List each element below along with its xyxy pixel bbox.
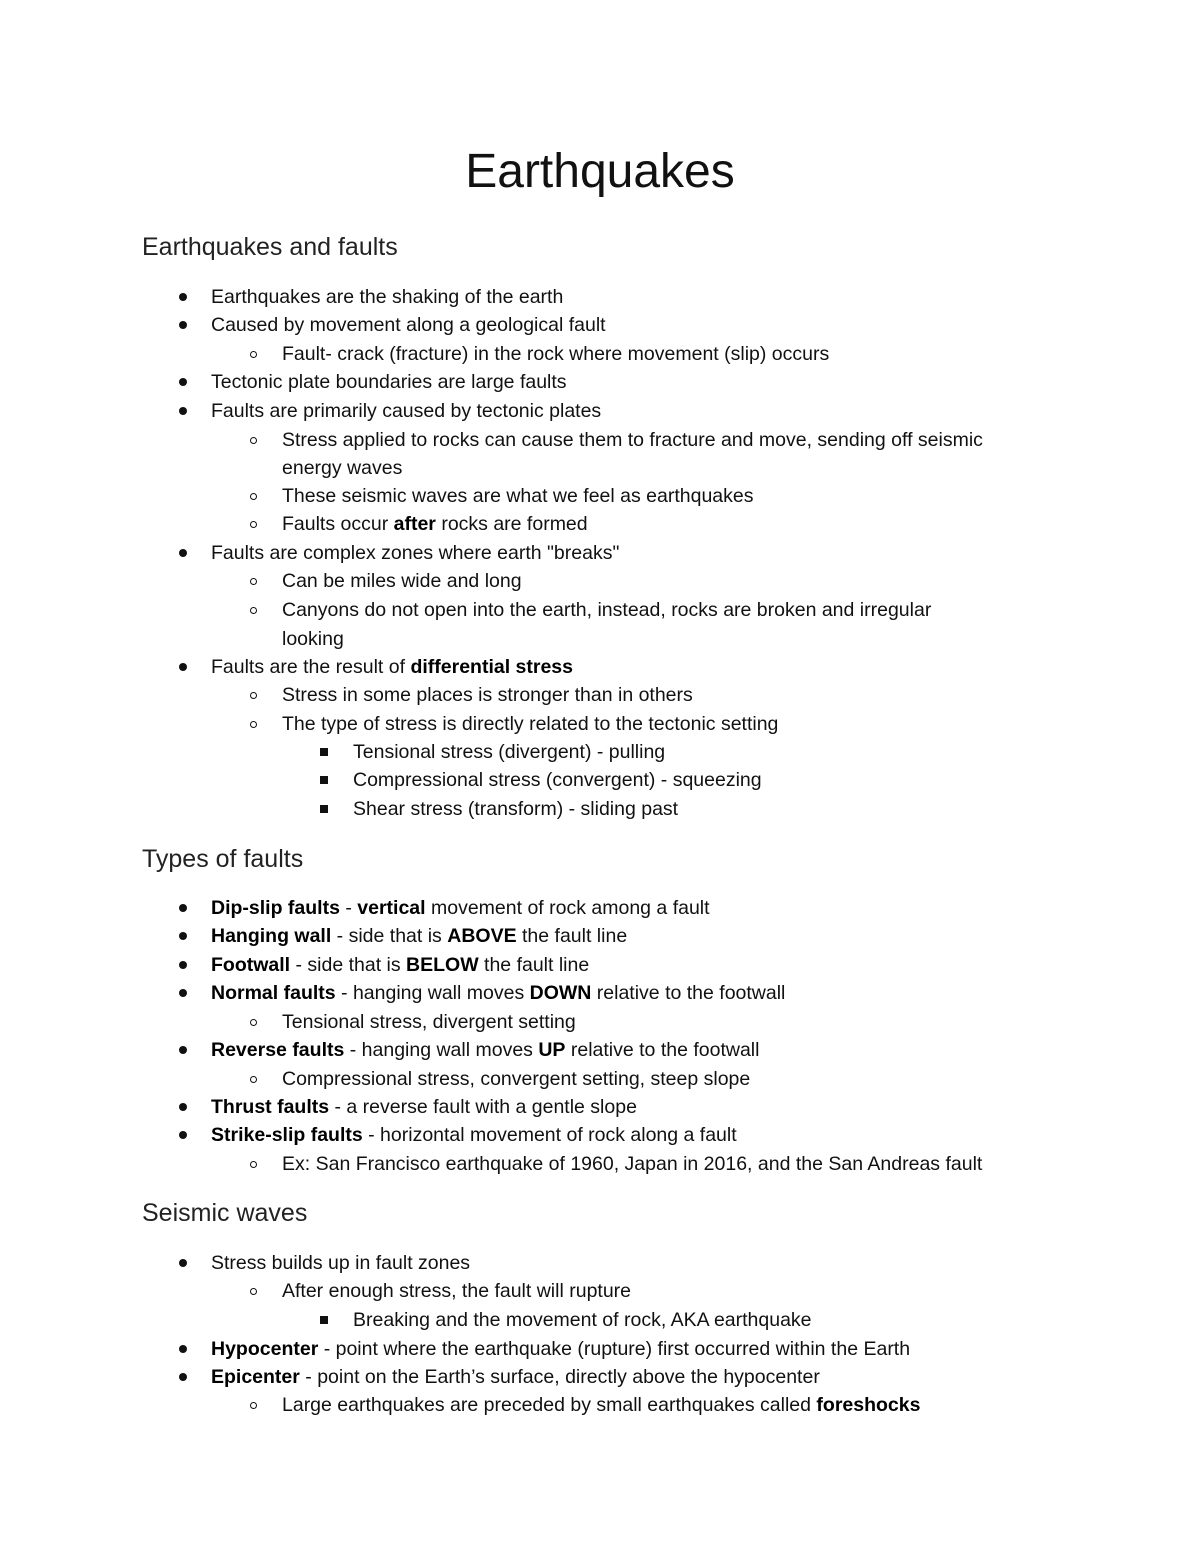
list-item-text: Can be miles wide and long — [282, 570, 522, 592]
list-item — [282, 625, 344, 653]
list-item-text: Compressional stress (convergent) - squeezing — [353, 769, 762, 791]
list-item — [211, 653, 573, 681]
bullet-circle-icon — [250, 692, 257, 699]
bullet-disc-icon — [179, 407, 187, 415]
list-item — [282, 710, 778, 738]
list-item — [282, 482, 753, 510]
list-item-bold-term: Strike-slip faults — [211, 1124, 363, 1146]
list-item — [282, 1391, 920, 1419]
list-item-text: - point where the earthquake (rupture) first occurred within the Earth — [318, 1338, 911, 1360]
list-item — [211, 539, 619, 567]
list-item-text: Ex: San Francisco earthquake of 1960, Japan in 2016, and the San Andreas fault — [282, 1153, 983, 1175]
list-item — [282, 596, 931, 624]
list-item — [282, 340, 829, 368]
list-item — [353, 766, 762, 794]
bullet-disc-icon — [179, 1373, 187, 1381]
list-item-text: Tectonic plate boundaries are large faults — [211, 371, 567, 393]
list-item-bold-term: DOWN — [529, 982, 592, 1004]
bullet-circle-icon — [250, 721, 257, 728]
list-item — [211, 311, 606, 339]
list-item-bold-term: Dip-slip faults — [211, 897, 340, 919]
page-title: Earthquakes — [465, 145, 735, 198]
bullet-circle-icon — [250, 521, 257, 528]
list-item — [211, 922, 627, 950]
list-item — [353, 1306, 812, 1334]
bullet-disc-icon — [179, 1131, 187, 1139]
list-item-text: Tensional stress, divergent setting — [282, 1011, 576, 1033]
list-item — [211, 1093, 637, 1121]
bullet-disc-icon — [179, 663, 187, 671]
list-item-bold-term: Hypocenter — [211, 1338, 319, 1360]
list-item-bold-term: BELOW — [406, 954, 479, 976]
list-item — [211, 1036, 759, 1064]
list-item-text: - hanging wall moves — [335, 982, 530, 1004]
list-item-text: Stress in some places is stronger than in others — [282, 684, 693, 706]
list-item-bold-term: Thrust faults — [211, 1096, 330, 1118]
bullet-circle-icon — [250, 578, 257, 585]
bullet-circle-icon — [250, 607, 257, 614]
list-item-bold-term: Epicenter — [211, 1366, 300, 1388]
bullet-circle-icon — [250, 1019, 257, 1026]
bullet-disc-icon — [179, 932, 187, 940]
bullet-disc-icon — [179, 989, 187, 997]
bullet-circle-icon — [250, 437, 257, 444]
list-item-bold-term: foreshocks — [816, 1394, 921, 1416]
bullet-disc-icon — [179, 1046, 187, 1054]
list-item-text: relative to the footwall — [565, 1039, 760, 1061]
bullet-circle-icon — [250, 1402, 257, 1409]
bullet-disc-icon — [179, 549, 187, 557]
list-item — [211, 397, 601, 425]
list-item-text: looking — [282, 628, 344, 650]
bullet-circle-icon — [250, 1076, 257, 1083]
list-item — [353, 795, 678, 823]
list-item-text: Canyons do not open into the earth, instead, rocks are broken and irregular — [282, 599, 932, 621]
list-item — [211, 1363, 820, 1391]
list-item-bold-term: UP — [538, 1039, 566, 1061]
bullet-square-icon — [320, 1316, 328, 1324]
list-item-text: movement of rock among a fault — [425, 897, 710, 919]
list-item-bold-term: Reverse faults — [211, 1039, 345, 1061]
bullet-disc-icon — [179, 378, 187, 386]
list-item — [282, 426, 983, 454]
list-item-text: - — [339, 897, 358, 919]
list-item-text: energy waves — [282, 457, 403, 479]
bullet-disc-icon — [179, 961, 187, 969]
list-item-bold-term: after — [393, 513, 436, 535]
list-item — [282, 567, 522, 595]
list-item-bold-term: Hanging wall — [211, 925, 332, 947]
list-item-text: Faults are primarily caused by tectonic plates — [211, 400, 602, 422]
list-item-text: Caused by movement along a geological fault — [211, 314, 606, 336]
list-item-text: Stress builds up in fault zones — [211, 1252, 471, 1274]
list-item-bold-term: Footwall — [211, 954, 291, 976]
section-heading: Seismic waves — [142, 1199, 308, 1227]
list-item-text: rocks are formed — [435, 513, 588, 535]
list-item-bold-term: differential stress — [410, 656, 573, 678]
list-item-text: Fault- crack (fracture) in the rock where movement (slip) occurs — [282, 343, 830, 365]
list-item-text: Tensional stress (divergent) - pulling — [353, 741, 666, 763]
list-item-text: Large earthquakes are preceded by small earthquakes called — [282, 1394, 817, 1416]
bullet-square-icon — [320, 776, 328, 784]
list-item-text: - side that is — [290, 954, 407, 976]
list-item-text: - hanging wall moves — [344, 1039, 539, 1061]
bullet-circle-icon — [250, 1161, 257, 1168]
list-item-text: Earthquakes are the shaking of the earth — [211, 286, 564, 308]
list-item — [211, 951, 589, 979]
list-item-text: relative to the footwall — [591, 982, 786, 1004]
bullet-disc-icon — [179, 1345, 187, 1353]
list-item — [211, 368, 567, 396]
bullet-disc-icon — [179, 321, 187, 329]
list-item — [282, 1065, 750, 1093]
list-item — [211, 979, 785, 1007]
list-item-text: Faults occur — [282, 513, 394, 535]
list-item — [211, 1249, 470, 1277]
list-item-text: the fault line — [478, 954, 590, 976]
bullet-square-icon — [320, 748, 328, 756]
list-item — [211, 894, 710, 922]
list-item — [282, 681, 693, 709]
section-heading: Types of faults — [142, 845, 304, 873]
bullet-disc-icon — [179, 1103, 187, 1111]
list-item-text: - horizontal movement of rock along a fault — [362, 1124, 737, 1146]
list-item-text: Shear stress (transform) - sliding past — [353, 798, 679, 820]
list-item-text: The type of stress is directly related to the tectonic setting — [282, 713, 779, 735]
list-item-text: the fault line — [516, 925, 628, 947]
bullet-circle-icon — [250, 1288, 257, 1295]
list-item-text: Faults are the result of — [211, 656, 411, 678]
list-item-text: - side that is — [331, 925, 448, 947]
list-item — [211, 283, 563, 311]
bullet-disc-icon — [179, 293, 187, 301]
bullet-square-icon — [320, 805, 328, 813]
list-item-text: - point on the Earth’s surface, directly above the hypocenter — [299, 1366, 820, 1388]
section-heading: Earthquakes and faults — [142, 233, 398, 261]
list-item — [282, 1008, 576, 1036]
list-item-text: Breaking and the movement of rock, AKA earthquake — [353, 1309, 812, 1331]
list-item-text: These seismic waves are what we feel as earthquakes — [282, 485, 754, 507]
list-item — [282, 1277, 631, 1305]
list-item-bold-term: Normal faults — [211, 982, 336, 1004]
bullet-disc-icon — [179, 1259, 187, 1267]
list-item-text: After enough stress, the fault will rupture — [282, 1280, 632, 1302]
list-item-bold-term: vertical — [357, 897, 426, 919]
list-item-text: Faults are complex zones where earth "breaks" — [211, 542, 620, 564]
list-item — [282, 454, 402, 482]
list-item — [282, 1150, 982, 1178]
list-item — [282, 510, 588, 538]
list-item-text: - a reverse fault with a gentle slope — [329, 1096, 637, 1118]
bullet-disc-icon — [179, 904, 187, 912]
list-item-text: Stress applied to rocks can cause them to fracture and move, sending off seismic — [282, 429, 983, 451]
list-item — [211, 1335, 910, 1363]
list-item-bold-term: ABOVE — [447, 925, 517, 947]
bullet-circle-icon — [250, 351, 257, 358]
list-item-text: Compressional stress, convergent setting, steep slope — [282, 1068, 751, 1090]
list-item — [353, 738, 665, 766]
list-item — [211, 1121, 737, 1149]
bullet-circle-icon — [250, 493, 257, 500]
